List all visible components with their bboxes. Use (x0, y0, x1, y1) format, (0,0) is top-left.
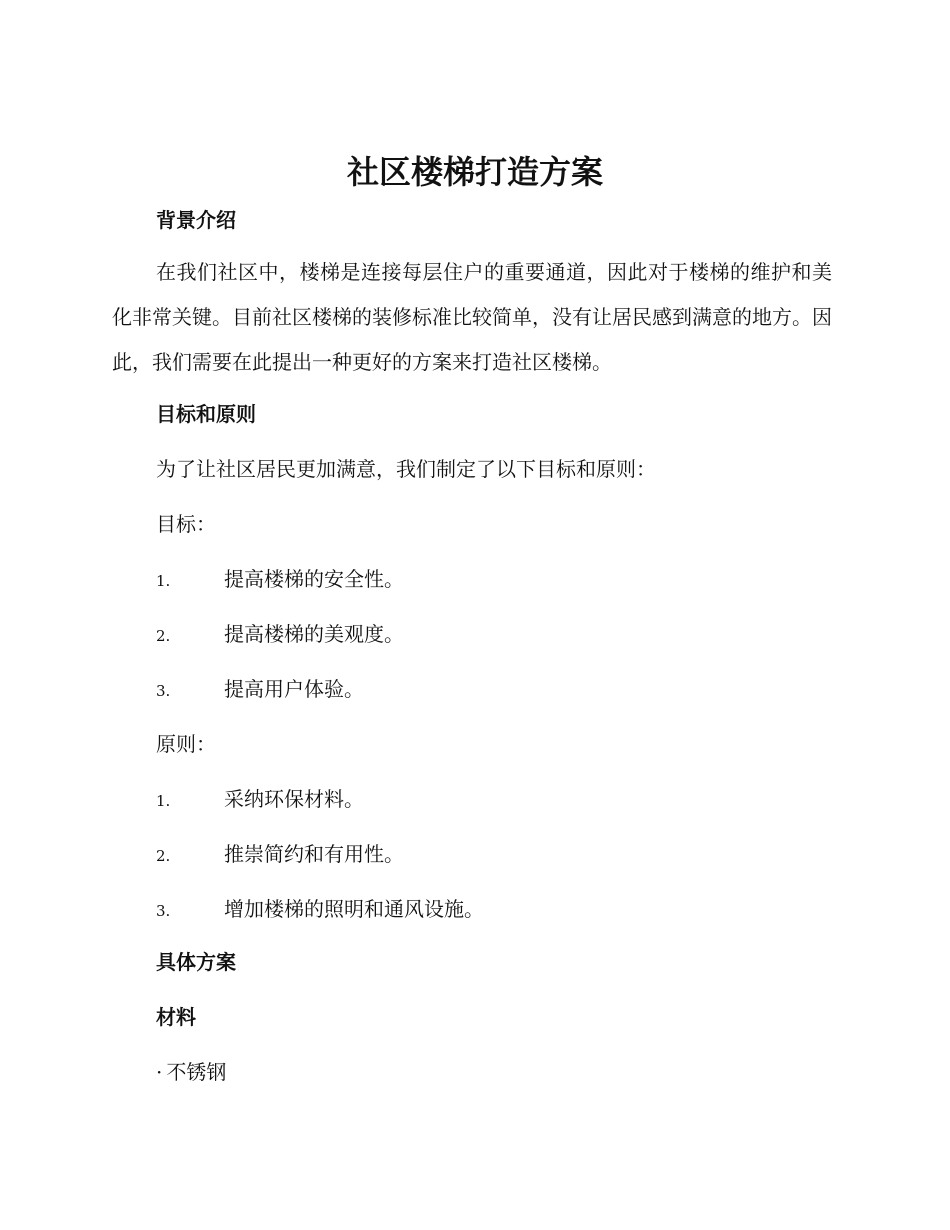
goals-label: 目标： (156, 512, 216, 536)
section-heading-goals-principles: 目标和原则 (156, 402, 256, 426)
principles-label: 原则： (156, 732, 216, 756)
list-item-text: 不锈钢 (166, 1060, 227, 1084)
section-heading-background: 背景介绍 (156, 208, 236, 232)
subsection-heading-materials: 材料 (156, 1005, 196, 1029)
list-item-text: 提高楼梯的美观度。 (224, 622, 404, 646)
goal-list-item (156, 620, 404, 648)
bullet-marker: · (156, 1060, 163, 1084)
list-number: 3. (156, 902, 171, 920)
list-number: 1. (156, 792, 171, 810)
document-title: 社区楼梯打造方案 (346, 153, 603, 191)
list-number: 2. (156, 847, 171, 865)
list-number: 2. (156, 627, 171, 645)
list-number: 1. (156, 572, 171, 590)
list-item-text: 增加楼梯的照明和通风设施。 (224, 897, 484, 921)
principle-list-item (156, 840, 404, 868)
list-item-text: 采纳环保材料。 (224, 787, 364, 811)
goal-list-item (156, 565, 404, 593)
list-item-text: 提高楼梯的安全性。 (224, 567, 404, 591)
background-paragraph: 在我们社区中，楼梯是连接每层住户的重要通道，因此对于楼梯的维护和美化非常关键。目前社区楼梯的装修标准比较简单，没有让居民感到满意的地方。因此，我们需要在此提出一种更好的方案来打造社区楼梯。 (112, 260, 832, 374)
material-list-item (156, 1058, 226, 1086)
principle-list-item (156, 785, 364, 813)
list-item-text: 推崇简约和有用性。 (224, 842, 404, 866)
list-item-text: 提高用户体验。 (224, 677, 364, 701)
section-heading-plan: 具体方案 (156, 950, 236, 974)
principle-list-item (156, 895, 484, 923)
goals-intro-text: 为了让社区居民更加满意，我们制定了以下目标和原则： (156, 457, 656, 481)
list-number: 3. (156, 682, 171, 700)
goal-list-item (156, 675, 364, 703)
